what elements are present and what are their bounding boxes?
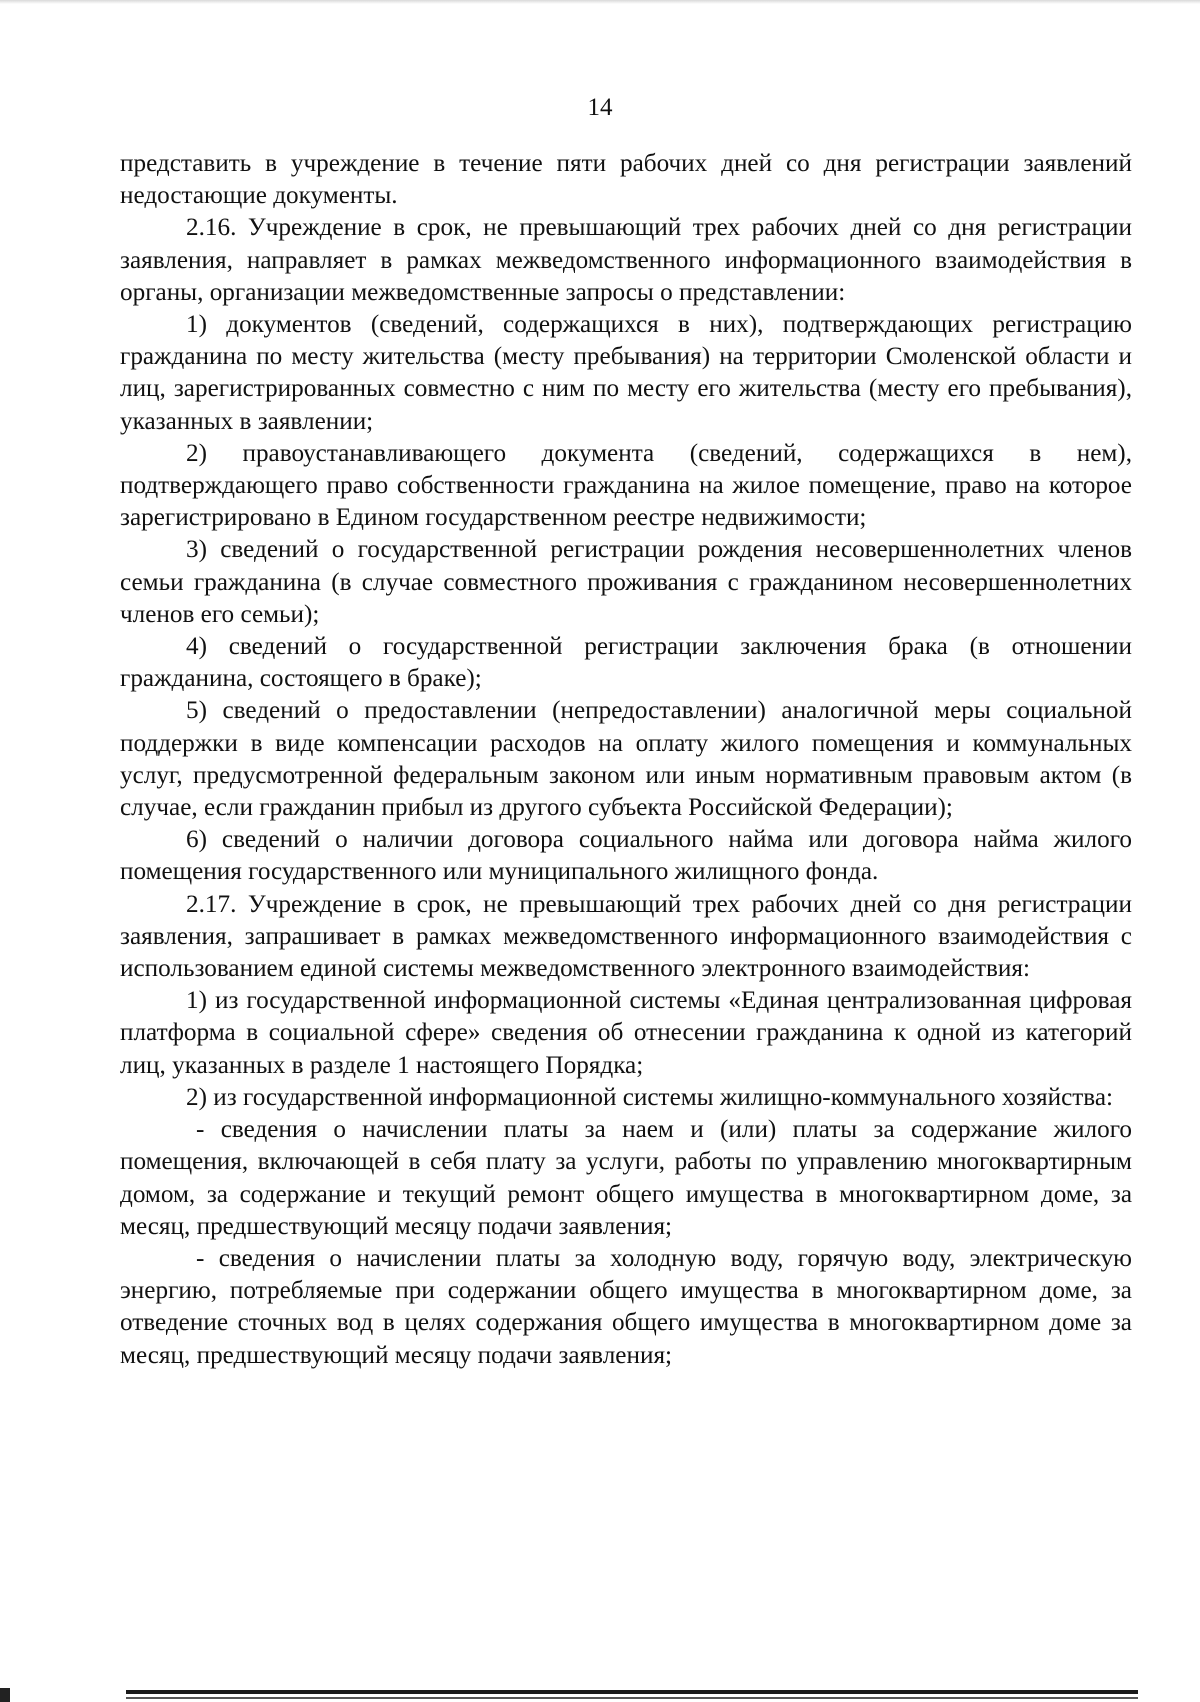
paragraph-2-16-item-1: 1) документов (сведений, содержащихся в них), подтверждающих регистрацию гражданина по месту жительства (месту пребывания) на территории Смоленской области и лиц, зарегистрированных совместно с ним по месту его жительства (месту его пребывания), указанных в заявлении; bbox=[120, 311, 1132, 435]
scan-top-edge bbox=[0, 0, 1200, 4]
paragraph-2-17-item-1: 1) из государственной информационной системы «Единая централизованная цифровая платформа в социальной сфере» сведения об отнесении гражданина к одной из категорий лиц, указанных в разделе 1 настоящего Порядка; bbox=[120, 987, 1132, 1079]
scan-bottom-edge bbox=[126, 1690, 1138, 1694]
paragraph-2-16-item-6: 6) сведений о наличии договора социального найма или договора найма жилого помещения государственного или муниципального жилищного фонда. bbox=[120, 826, 1132, 886]
paragraph-2-16-item-5: 5) сведений о предоставлении (непредоставлении) аналогичной меры социальной поддержки в виде компенсации расходов на оплату жилого помещения и коммунальных услуг, предусмотренной федеральным законом или иным нормативным правовым актом (в случае, если гражданин прибыл из другого субъекта Российской Федерации); bbox=[120, 697, 1132, 822]
paragraph-2-16: 2.16. Учреждение в срок, не превышающий трех рабочих дней со дня регистрации заявления, направляет в рамках межведомственного информационного взаимодействия в органы, организации межведомственные запросы о представлении: bbox=[120, 214, 1132, 306]
paragraph-2-16-item-3: 3) сведений о государственной регистрации рождения несовершеннолетних членов семьи гражданина (в случае совместного проживания с гражданином несовершеннолетних членов его семьи); bbox=[120, 536, 1132, 628]
page-number: 14 bbox=[587, 94, 613, 121]
document-body bbox=[120, 148, 1132, 1372]
scan-corner-mark bbox=[0, 1688, 10, 1702]
paragraph-2-17-item-2-dash-1: - сведения о начислении платы за наем и (или) платы за содержание жилого помещения, включающей в себя плату за услуги, работы по управлению многоквартирным домом, за содержание и текущий ремонт общего имущества в многоквартирном доме, за месяц, предшествующий месяцу подачи заявления; bbox=[120, 1116, 1132, 1240]
paragraph-2-17-item-2-dash-2: - сведения о начислении платы за холодную воду, горячую воду, электрическую энергию, потребляемые при содержании общего имущества в многоквартирном доме, за отведение сточных вод в целях содержания общего имущества в многоквартирном доме за месяц, предшествующий месяцу подачи заявления; bbox=[120, 1244, 1132, 1369]
paragraph-continuation: представить в учреждение в течение пяти рабочих дней со дня регистрации заявлений недостающие документы. bbox=[120, 150, 1132, 210]
paragraph-2-16-item-2: 2) правоустанавливающего документа (сведений, содержащихся в нем), подтверждающего право собственности гражданина на жилое помещение, право на которое зарегистрировано в Едином государственном реестре недвижимости; bbox=[120, 439, 1132, 532]
paragraph-2-16-item-4: 4) сведений о государственной регистрации заключения брака (в отношении гражданина, состоящего в браке); bbox=[120, 633, 1132, 693]
paragraph-2-17: 2.17. Учреждение в срок, не превышающий трех рабочих дней со дня регистрации заявления, запрашивает в рамках межведомственного информационного взаимодействия с использованием единой системы межведомственного электронного взаимодействия: bbox=[120, 890, 1132, 983]
paragraph-2-17-item-2: 2) из государственной информационной системы жилищно-коммунального хозяйства: bbox=[186, 1083, 1114, 1111]
scan-bottom-edge-shadow bbox=[126, 1697, 1138, 1699]
